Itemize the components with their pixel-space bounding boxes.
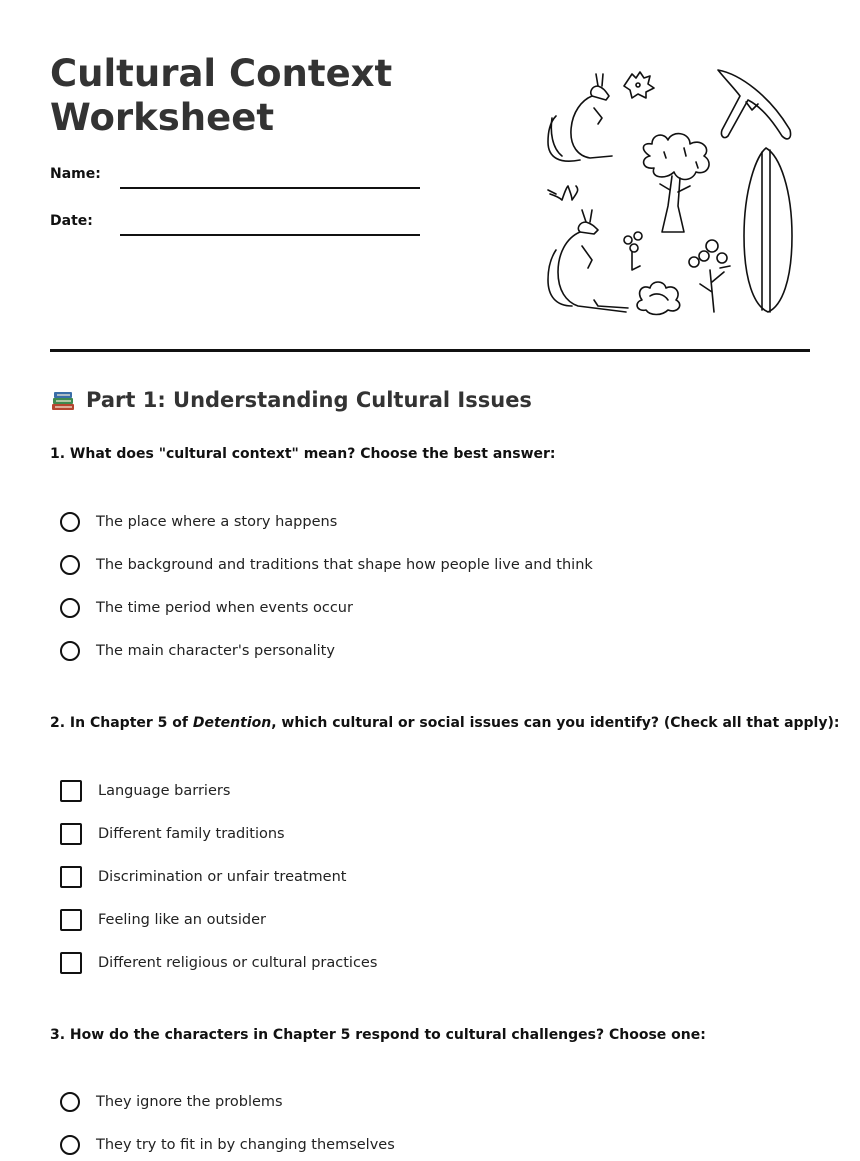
question-2: [50, 715, 839, 731]
title-line-1: Cultural Context: [50, 52, 393, 95]
checkbox[interactable]: [60, 866, 82, 888]
option-label: Language barriers: [98, 783, 231, 799]
title-line-2: Worksheet: [50, 96, 275, 139]
radio-button[interactable]: [60, 641, 80, 661]
date-field[interactable]: [120, 234, 420, 236]
radio-button[interactable]: [60, 1092, 80, 1112]
option-label: The time period when events occur: [96, 600, 353, 616]
radio-button[interactable]: [60, 512, 80, 532]
radio-button[interactable]: [60, 598, 80, 618]
banksia-icon: [637, 282, 680, 315]
question-2-text-after: , which cultural or social issues can you identify? (Check all that apply):: [271, 715, 840, 731]
radio-button[interactable]: [60, 1135, 80, 1155]
checkbox[interactable]: [60, 952, 82, 974]
gum-tree-icon: [643, 134, 709, 232]
part1-title: Part 1: Understanding Cultural Issues: [86, 388, 532, 412]
q2-option[interactable]: [60, 907, 266, 933]
option-label: Different family traditions: [98, 826, 285, 842]
australian-illustration: [538, 62, 800, 320]
waratah-icon: [689, 240, 730, 312]
books-icon: [50, 387, 76, 413]
checkbox[interactable]: [60, 909, 82, 931]
q1-option[interactable]: [60, 552, 593, 578]
name-label: Name:: [50, 166, 101, 182]
date-label: Date:: [50, 213, 93, 229]
q2-option[interactable]: [60, 778, 230, 804]
part1-heading: [50, 387, 532, 413]
q2-option[interactable]: [60, 864, 346, 890]
option-label: Discrimination or unfair treatment: [98, 869, 347, 885]
question-3: 3. How do the characters in Chapter 5 respond to cultural challenges? Choose one:: [50, 1027, 706, 1043]
q1-option[interactable]: [60, 595, 353, 621]
wattle-flower-icon: [624, 72, 654, 98]
option-label: The main character's personality: [96, 643, 335, 659]
name-field[interactable]: [120, 187, 420, 189]
question-2-text-before: 2. In Chapter 5 of: [50, 715, 193, 731]
option-label: They try to fit in by changing themselves: [96, 1137, 395, 1153]
option-label: The background and traditions that shape how people live and think: [96, 557, 593, 573]
kangaroo-icon: [548, 74, 612, 161]
q2-option[interactable]: [60, 821, 285, 847]
option-label: Feeling like an outsider: [98, 912, 267, 928]
q3-option[interactable]: [60, 1132, 395, 1158]
surfboard-icon: [744, 148, 792, 312]
checkbox[interactable]: [60, 823, 82, 845]
book-title: Detention: [192, 715, 272, 731]
grass-tuft-icon: [548, 186, 578, 200]
worksheet-title: [50, 52, 490, 140]
radio-button[interactable]: [60, 555, 80, 575]
question-1: 1. What does "cultural context" mean? Choose the best answer:: [50, 446, 556, 462]
q3-option[interactable]: [60, 1089, 283, 1115]
option-label: The place where a story happens: [96, 514, 338, 530]
option-label: Different religious or cultural practices: [98, 955, 378, 971]
q1-option[interactable]: [60, 509, 337, 535]
flower-icon: [624, 232, 642, 270]
q2-option[interactable]: [60, 950, 377, 976]
kangaroo-icon: [548, 210, 628, 312]
q1-option[interactable]: [60, 638, 335, 664]
option-label: They ignore the problems: [96, 1094, 283, 1110]
header-divider: [50, 349, 810, 352]
checkbox[interactable]: [60, 780, 82, 802]
boomerang-icon: [718, 70, 791, 139]
